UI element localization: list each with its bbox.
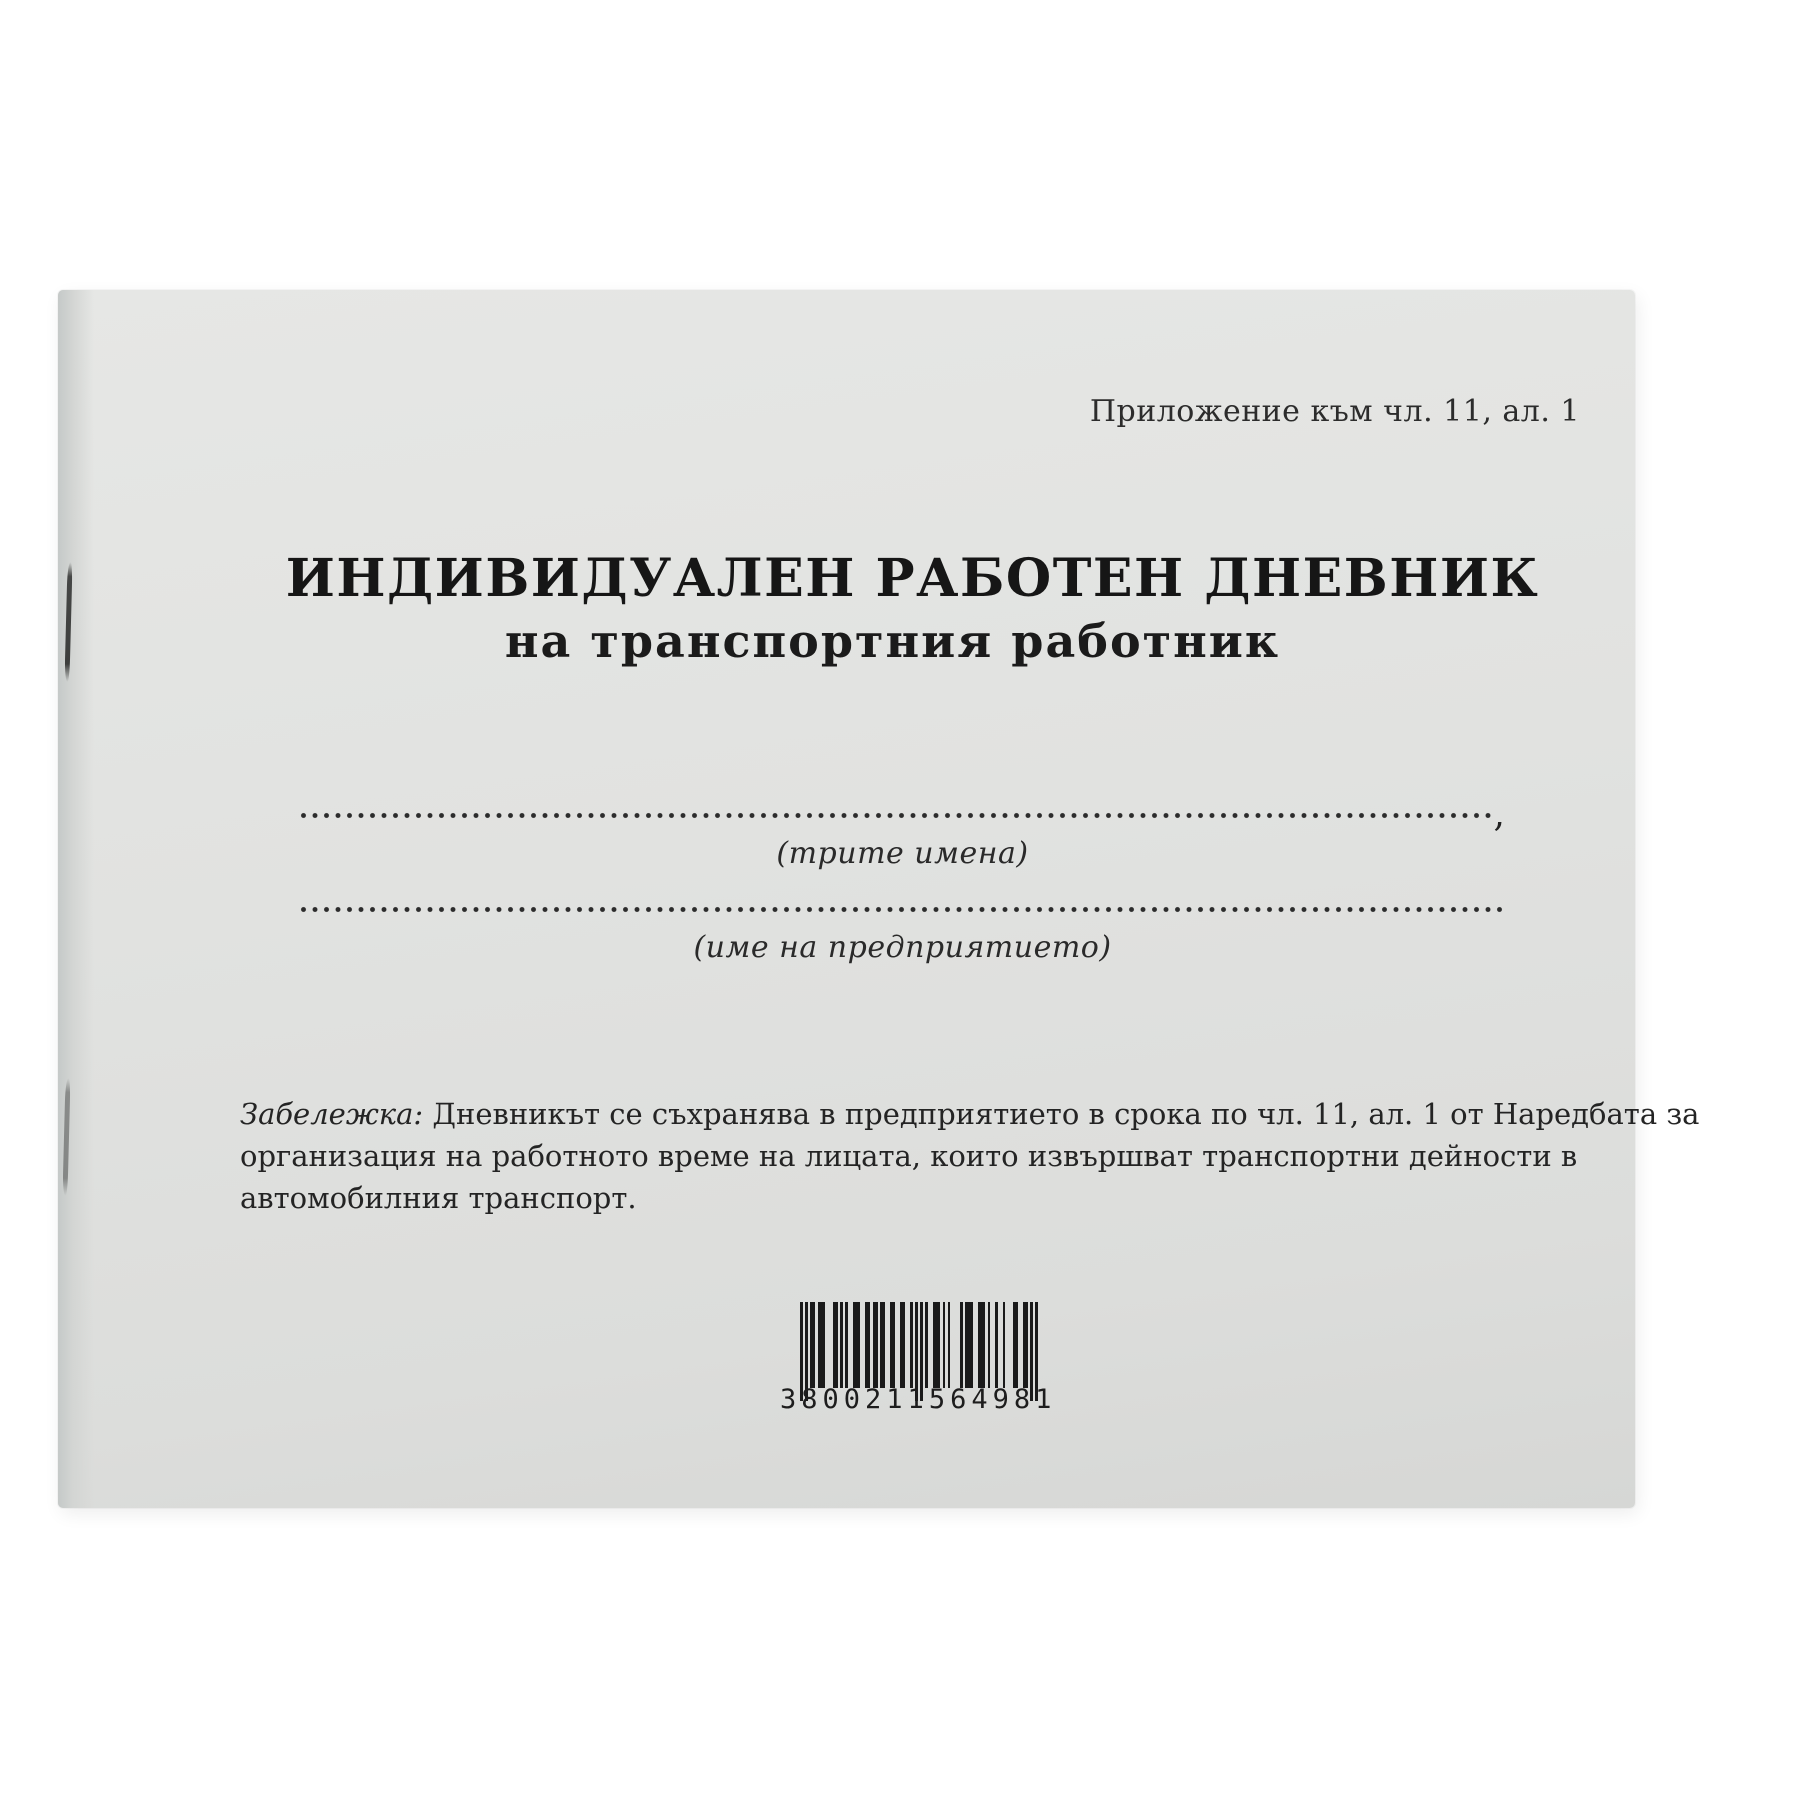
name-fill-line: , (300, 812, 1505, 819)
name-field-caption: (трите имена) (776, 836, 1029, 871)
note-line-3: автомобилния транспорт. (240, 1181, 637, 1215)
note-line-1 (240, 1093, 1700, 1135)
barcode-group-1: 800211 (801, 1384, 929, 1415)
dotted-rule (300, 906, 1505, 913)
barcode-first-digit: 3 (780, 1384, 802, 1415)
barcode-group-2: 564981 (928, 1384, 1057, 1415)
note-line-1-text: Дневникът се съхранява в предприятието в срока по чл. 11, ал. 1 от Наредбата за (432, 1097, 1700, 1131)
annex-reference: Приложение към чл. 11, ал. 1 (1089, 394, 1580, 429)
company-field-caption: (име на предприятието) (693, 930, 1112, 965)
barcode-digits (780, 1384, 1057, 1415)
note-paragraph (240, 1093, 1700, 1219)
dotted-rule (300, 812, 1491, 819)
document-title: ИНДИВИДУАЛЕН РАБОТЕН ДНЕВНИК (285, 548, 1540, 609)
note-label: Забележка: (240, 1097, 424, 1131)
page-edge-shading (58, 290, 94, 1508)
document-subtitle: на транспортния работник (504, 614, 1281, 668)
document-page (58, 290, 1700, 1508)
note-line-2: организация на работното време на лицата, които извършват транспортни дейности в (240, 1139, 1578, 1173)
company-fill-line (300, 906, 1505, 913)
